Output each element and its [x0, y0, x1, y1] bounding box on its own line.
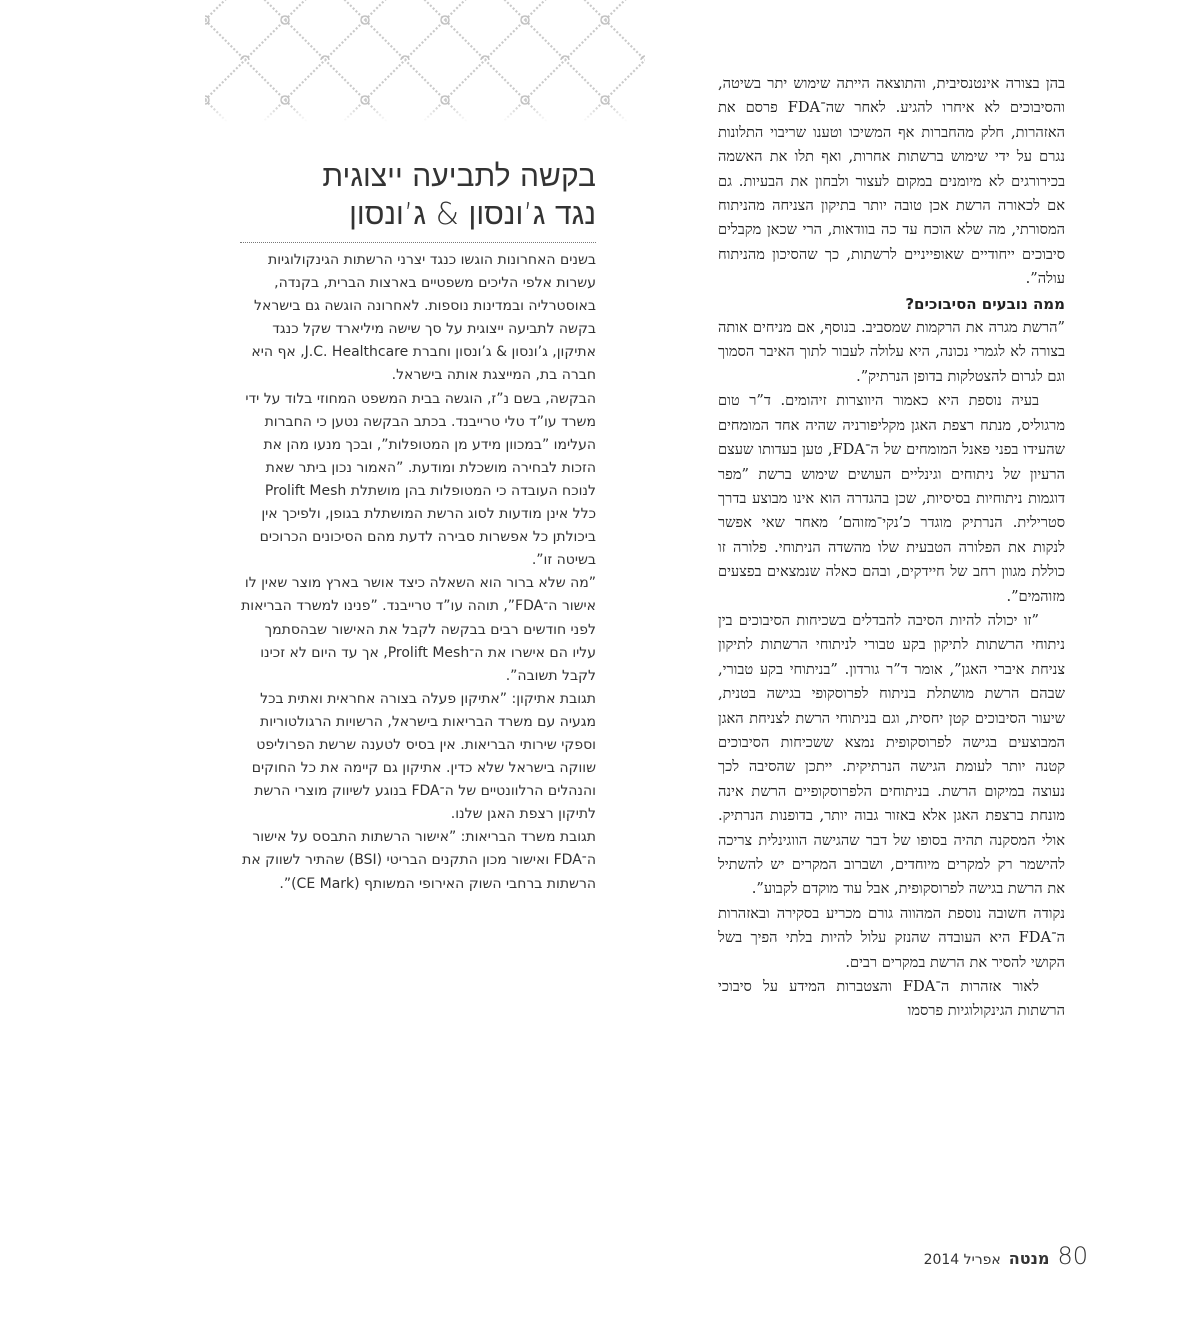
- paragraph: הבקשה, בשם נ”ז, הוגשה בבית המשפט המחוזי בלוד על ידי משרד עו”ד טלי טרייבנד. בכתב הבקשה נטען כי החברות העלימו ”במכוון מידע מן המטופלות”, ובכך מנעו מהן את הזכות לבחירה מושכלת ומודעת. ”האמור נכון ביתר שאת לנוכח העובדה כי המטופלות בהן מושתלת Prolift Mesh כלל אינן מודעות לסוג הרשת המושתלת בגופן, ולפיכך אין ביכולתן כל אפשרות סבירה לדעת מהם הסיכונים הכרוכים בשיטה זו”.: [245, 390, 596, 569]
- headline-line-2: נגד ג’ונסון & ג’ונסון: [349, 197, 596, 232]
- page-number: 80: [1057, 1242, 1088, 1270]
- paragraph: בהן בצורה אינטנסיבית, והתוצאה הייתה שימוש יתר בשיטה, והסיבוכים לא איחרו להגיע. לאחר שה־FDA פרסם את האזהרות, חלק מהחברות אף המשיכו וטענו שריבוי התלונות נגרם על ידי שימוש ברשתות אחרות, ואף תלו את האשמה בכירורגים לא מיומנים במקום לעצור ולבחון את הבעיות. גם אם לכאורה הרשת אכן טובה יותר בתיקון הצניחה מהניתוח המסורתי, מה שלא הוכח עד כה בוודאות, הרי שכאן מקבלים סיבוכים ייחודיים שאופייניים לרשתות, כך שהסיכון מהניתוח עולה”.: [718, 75, 1065, 288]
- paragraph: בשנים האחרונות הוגשו כנגד יצרני הרשתות הגינקולוגיות עשרות אלפי הליכים משפטיים בארצות הברית, בקנדה, באוסטרליה ובמדינות נוספות. לאחרונה הוגשה גם בישראל בקשה לתביעה ייצוגית על סך שישה מיליארד שקל כנגד אתיקון, ג’ונסון & ג’ונסון וחברת J.C. Healthcare, אף היא חברה בת, המייצגת אותה בישראל.: [251, 252, 596, 384]
- headline-divider: [240, 242, 596, 243]
- sidebar-body: [240, 249, 596, 896]
- paragraph: לאור אזהרות ה־FDA והצטברות המידע על סיבוכי הרשתות הגינקולוגיות פרסמו: [718, 978, 1065, 1020]
- paragraph: תגובת אתיקון: ”אתיקון פעלה בצורה אחראית ואתית בכל מגעיה עם משרד הבריאות בישראל, הרשויות הרגולטוריות וספקי שירותי הבריאות. אין בסיס לטענה שרשת הפרוליפט שווקה בישראל שלא כדין. אתיקון גם קיימה את כל החוקים והנהלים הרלוונטיים של ה־FDA בנוגע לשיווק מוצרי הרשת לתיקון רצפת האגן שלנו.: [251, 690, 596, 823]
- subheading: ממה נובעים הסיבוכים?: [905, 294, 1065, 313]
- paragraph: ”זו יכולה להיות הסיבה להבדלים בשכיחות הסיבוכים בין ניתוחי הרשתות לתיקון בקע טבורי לניתוחי הרשתות לתיקון צניחת איברי האגן”, אומר ד”ר גורדון. ”בניתוחי בקע טבורי, שבהם הרשת מושתלת בניתוח לפרוסקופי בגישה בטנית, שיעור הסיבוכים קטן יחסית, וגם בניתוחי הרשת לצניחת האגן המבוצעים בגישה לפרוסקופית נמצא ששכיחות הסיבוכים קטנה יותר לעומת הגישה הנרתיקית. ייתכן שהסיבה לכך נעוצה במיקום הרשת. בניתוחים הלפרוסקופיים הרשת אינה מונחת ברצפת האגן אלא באזור גבוה יותר, בדופנות הנרתיק. אולי המסקנה תהיה בסופו של דבר שהגישה הווגינלית צריכה להישמר רק למקרים מיוחדים, ושברוב המקרים יש להשתיל את הרשת בגישה לפרוסקופית, אבל עוד מוקדם לקבוע”.: [718, 611, 1065, 898]
- paragraph: תגובת משרד הבריאות: ”אישור הרשתות התבסס על אישור ה־FDA ואישור מכון התקנים הבריטי (BSI) שהתיר לשווק את הרשתות ברחבי השוק האירופי המשותף (CE Mark)”.: [242, 829, 596, 892]
- magazine-name: מנטה: [1008, 1249, 1050, 1268]
- decorative-lattice-pattern: [205, 0, 645, 122]
- paragraph: ”מה שלא ברור הוא השאלה כיצד אושר בארץ מוצר שאין לו אישור ה־FDA”, תוהה עו”ד טרייבנד. ”פנינו למשרד הבריאות לפני חודשים רבים בבקשה לקבל את האישור שבהסתמך עליו הם אישרו את ה־Prolift Mesh, אך עד היום לא זכינו לקבל תשובה”.: [241, 575, 596, 684]
- paragraph: ”הרשת מגרה את הרקמות שמסביב. בנוסף, אם מניחים אותה בצורה לא לגמרי נכונה, היא עלולה לעבור לתוך האיבר הסמוך וגם לגרום להצטלקות בדופן הנרתיק”.: [718, 319, 1065, 385]
- headline-line-1: בקשה לתביעה ייצוגית: [322, 159, 596, 194]
- paragraph: נקודה חשובה נוספת המהווה גורם מכריע בסקירה ובאזהרות ה־FDA היא העובדה שהנזק עלול להיות בלתי הפיך בשל הקושי להסיר את הרשת במקרים רבים.: [718, 904, 1065, 971]
- page-footer: [924, 1242, 1088, 1270]
- article-main-column: [718, 72, 1065, 1024]
- sidebar-box: [240, 158, 596, 896]
- paragraph: בעיה נוספת היא כאמור היווצרות זיהומים. ד”ר טום מרגוליס, מנתח רצפת האגן מקליפורניה שהיה אחד המומחים שהעידו בפני פאנל המומחים של ה־FDA, טען בעדותו שעצם הרעיון של ניתוחים וגינליים העושים שימוש ברשת ”מפר דוגמות ניתוחיות בסיסיות, שכן בהגדרה הוא אינו מבוצע בדרך סטרילית. הנרתיק מוגדר כ’נקי־מזוהם’ מאחר שאי אפשר לנקות את הפלורה הטבעית שלו מהשדה הניתוחי. פלורה זו כוללת מגוון רחב של חיידקים, ובהם כאלה שנמצאים בפצעים מזוהמים”.: [718, 392, 1065, 605]
- issue-date: אפריל 2014: [923, 1252, 1001, 1268]
- sidebar-headline: [240, 158, 596, 234]
